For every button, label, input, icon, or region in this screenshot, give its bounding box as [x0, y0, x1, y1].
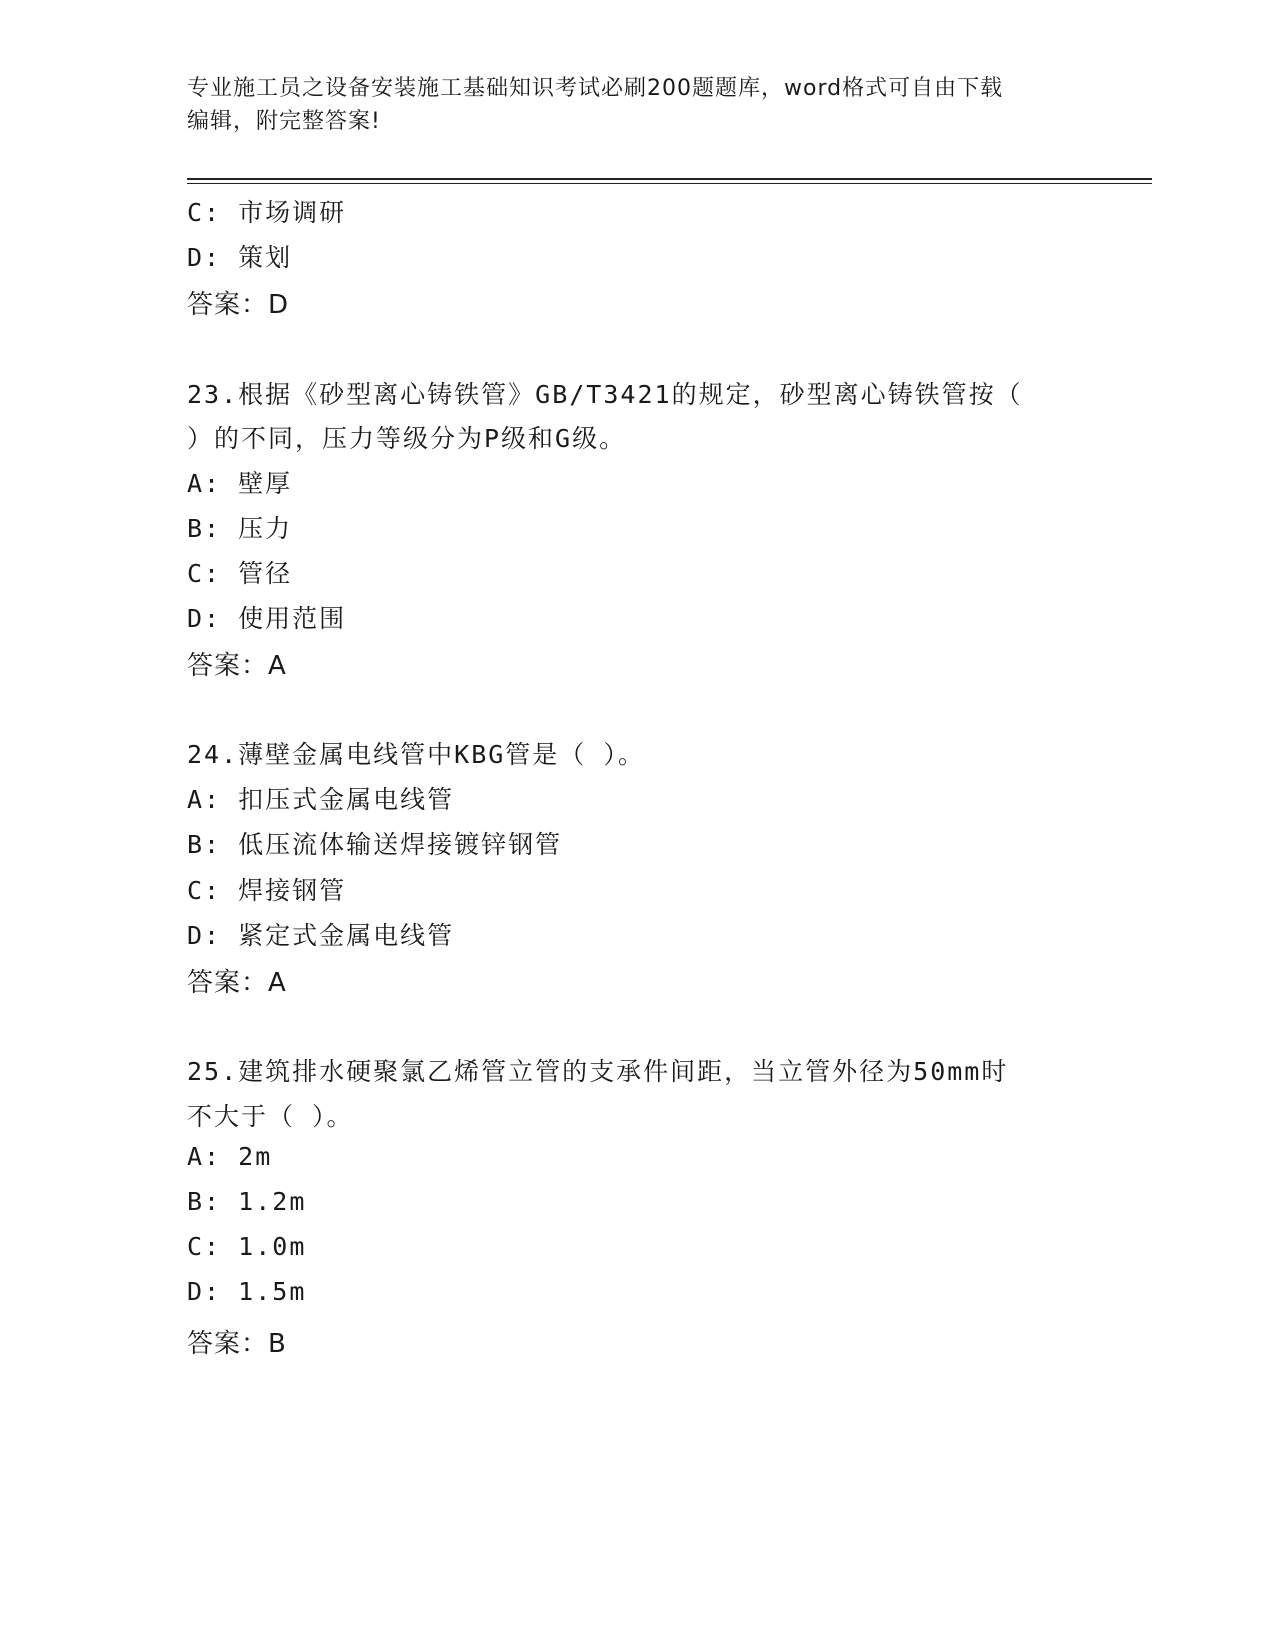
option-d [187, 599, 346, 635]
option-key: D: [187, 1277, 222, 1306]
option-d [187, 1277, 306, 1306]
option-a [187, 464, 292, 500]
answer-line: 答案：A [187, 651, 287, 681]
option-key: A: [187, 469, 222, 498]
option-a [187, 1142, 272, 1171]
option-key: A: [187, 785, 222, 814]
option-key: D: [187, 921, 222, 950]
option-b [187, 1187, 306, 1216]
option-key: C: [187, 559, 222, 588]
option-key: C: [187, 876, 222, 905]
answer-line: 答案：D [187, 290, 290, 320]
option-c [187, 871, 346, 907]
question-23-stem-line-2: ）的不同，压力等级分为P级和G级。 [187, 424, 627, 453]
option-key: B: [187, 830, 222, 859]
option-text: 1.5m [238, 1277, 307, 1306]
option-key: D: [187, 604, 222, 633]
option-key: B: [187, 1187, 222, 1216]
option-d [187, 238, 292, 274]
option-text: 使用范围 [238, 604, 347, 633]
question-23-stem-line-1: 23.根据《砂型离心铸铁管》GB/T3421的规定，砂型离心铸铁管按（ [187, 380, 1023, 409]
option-text: 扣压式金属电线管 [238, 785, 455, 814]
option-d [187, 916, 454, 952]
option-key: A: [187, 1142, 222, 1171]
option-a [187, 780, 454, 816]
header-rule-thick [187, 178, 1152, 180]
option-c [187, 193, 346, 229]
option-key: C: [187, 198, 222, 227]
option-text: 管径 [238, 559, 293, 588]
option-key: D: [187, 243, 222, 272]
option-text: 压力 [238, 514, 293, 543]
header-title-line-2: 编辑，附完整答案! [187, 109, 381, 134]
answer-line: 答案：A [187, 968, 287, 998]
option-b [187, 825, 562, 861]
question-25-stem-line-2: 不大于（ ）。 [187, 1102, 354, 1131]
option-text: 策划 [238, 243, 293, 272]
option-c [187, 554, 292, 590]
option-text: 低压流体输送焊接镀锌钢管 [238, 830, 563, 859]
option-text: 焊接钢管 [238, 876, 347, 905]
option-text: 2m [238, 1142, 273, 1171]
option-text: 1.2m [238, 1187, 307, 1216]
header-rule-thin [187, 183, 1152, 184]
answer-line: 答案：B [187, 1329, 287, 1359]
option-text: 1.0m [238, 1232, 307, 1261]
question-24-stem: 24.薄壁金属电线管中KBG管是（ ）。 [187, 740, 645, 769]
document-header [187, 72, 1067, 138]
option-text: 壁厚 [238, 469, 293, 498]
header-title-line-1: 专业施工员之设备安装施工基础知识考试必刷200题题库，word格式可自由下载 [187, 76, 1004, 101]
option-key: C: [187, 1232, 222, 1261]
option-c [187, 1232, 306, 1261]
option-b [187, 509, 292, 545]
question-25-stem-line-1: 25.建筑排水硬聚氯乙烯管立管的支承件间距，当立管外径为50mm时 [187, 1057, 1009, 1086]
option-text: 紧定式金属电线管 [238, 921, 455, 950]
option-text: 市场调研 [238, 198, 347, 227]
option-key: B: [187, 514, 222, 543]
